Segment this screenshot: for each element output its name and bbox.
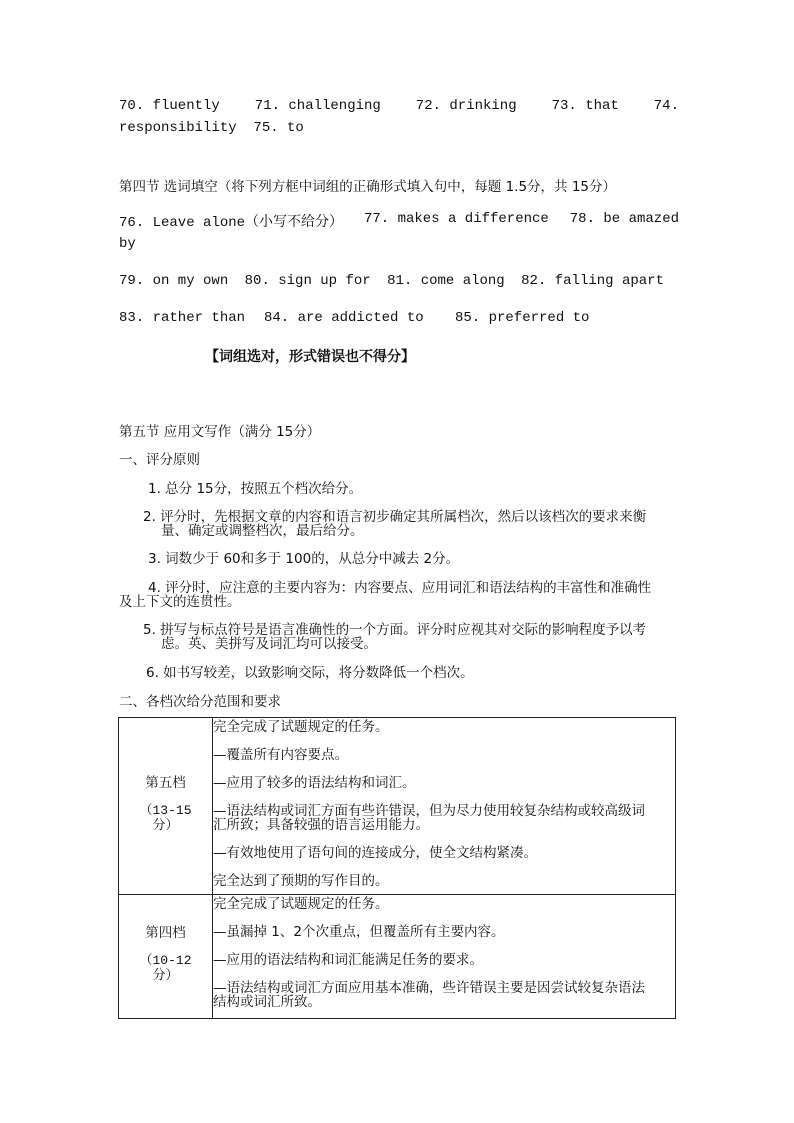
principle-2-line2: 量、确定或调整档次，最后给分。 — [161, 523, 364, 539]
answer-70: 70. fluently — [119, 98, 220, 114]
grade-range-line1: （13-15 — [139, 803, 192, 818]
answer-84: 84. are addicted to — [264, 310, 424, 326]
answer-72: 72. drinking — [415, 98, 517, 114]
answer-71: 71. challenging — [254, 98, 381, 114]
list-item: —有效地使用了语句间的连接成分，使全文结构紧凑。 — [213, 845, 537, 861]
answer-73: 73. that — [551, 98, 619, 114]
answer-81: 81. come along — [387, 273, 505, 289]
grade-content-cell — [213, 718, 676, 895]
grade-content-cell — [213, 895, 676, 1019]
principle-2-line1: 2. 评分时，先根据文章的内容和语言初步确定其所属档次，然后以该档次的要求来衡 — [143, 509, 647, 525]
grades-table — [118, 717, 676, 1019]
answers-line-74-75: responsibility 75. to — [119, 120, 304, 136]
grade-range-line2: 分） — [152, 818, 179, 833]
answer-76: 76. Leave alone（小写不给分） — [119, 215, 344, 231]
answer-78-wrap: by — [119, 236, 136, 252]
section4-note: 【词组选对，形式错误也不得分】 — [205, 349, 415, 365]
grade-range-line2: 分） — [152, 968, 179, 983]
section4-heading: 第四节 选词填空（将下列方框中词组的正确形式填入句中，每题 1.5分，共 15分） — [119, 179, 617, 195]
principle-5-line1: 5. 拼写与标点符号是语言准确性的一个方面。评分时应视其对交际的影响程度予以考 — [143, 622, 647, 638]
principle-5-line2: 虑。英、美拼写及词汇均可以接受。 — [161, 636, 377, 652]
list-item: 完全完成了试题规定的任务。 — [213, 719, 389, 735]
answer-77: 77. makes a difference — [363, 211, 549, 227]
answers-line-70-74 — [119, 98, 679, 114]
list-item-continued: 结构或词汇所致。 — [213, 994, 321, 1010]
principle-4-line1: 4. 评分时，应注意的主要内容为：内容要点、应用词汇和语法结构的丰富性和准确性 — [148, 580, 652, 596]
principle-1: 1. 总分 15分，按照五个档次给分。 — [148, 481, 363, 497]
answer-74-number: 74. — [653, 98, 679, 114]
list-item: —应用了较多的语法结构和词汇。 — [213, 775, 416, 791]
table-row — [119, 718, 676, 895]
principle-3: 3. 词数少于 60和多于 100的，从总分中减去 2分。 — [148, 551, 460, 567]
list-item: —覆盖所有内容要点。 — [213, 747, 348, 763]
grade-label-cell — [119, 895, 213, 1019]
answer-79: 79. on my own — [119, 273, 229, 289]
list-item: —语法结构或词汇方面应用基本准确，些许错误主要是因尝试较复杂语法 — [213, 980, 645, 996]
section5-heading: 第五节 应用文写作（满分 15分） — [119, 424, 321, 440]
list-item-continued: 汇所致；具备较强的语言运用能力。 — [213, 817, 429, 833]
table-row — [119, 895, 676, 1019]
list-item: —语法结构或词汇方面有些许错误，但为尽力使用较复杂结构或较高级词 — [213, 803, 645, 819]
answer-78: 78. be amazed — [569, 211, 679, 227]
answer-80: 80. sign up for — [244, 273, 371, 289]
grade-name: 第五档 — [145, 775, 186, 791]
grade-label-cell — [119, 718, 213, 895]
part1-title: 一、评分原则 — [119, 452, 200, 468]
grade-name: 第四档 — [145, 925, 186, 941]
section4-row1 — [119, 211, 679, 231]
answer-85: 85. preferred to — [455, 310, 590, 326]
part2-title: 二、各档次给分范围和要求 — [119, 694, 281, 710]
answer-83: 83. rather than — [119, 310, 246, 326]
principle-6: 6. 如书写较差，以致影响交际，将分数降低一个档次。 — [146, 665, 474, 681]
grade-range-line1: （10-12 — [139, 953, 192, 968]
list-item: 完全达到了预期的写作目的。 — [213, 873, 389, 889]
list-item: —虽漏掉 1、2个次重点，但覆盖所有主要内容。 — [213, 924, 505, 940]
section4-row2 — [119, 273, 664, 289]
answer-82: 82. falling apart — [521, 273, 664, 289]
list-item: 完全完成了试题规定的任务。 — [213, 896, 389, 912]
list-item: —应用的语法结构和词汇能满足任务的要求。 — [213, 952, 483, 968]
principle-4-line2: 及上下文的连贯性。 — [119, 594, 241, 610]
